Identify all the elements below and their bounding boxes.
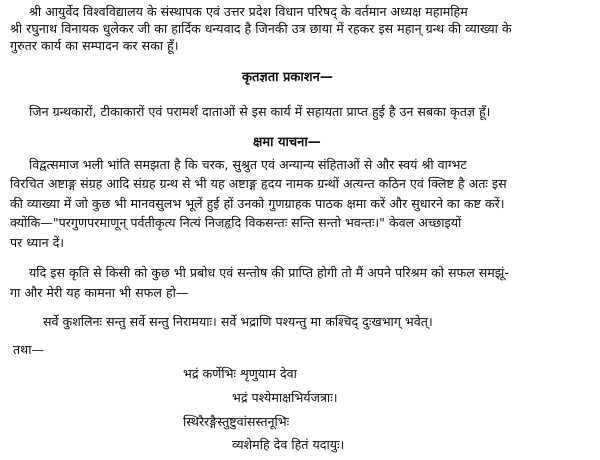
text-line: विरचित अष्टाङ्ग संग्रह आदि संग्रह ग्रन्थ से भी यह अष्टाङ्ग हृदय नामक ग्रन्थों अत्यन्त कठिन एवं क्लिष्ट है अतः इस (10, 176, 507, 191)
text-line: पर ध्यान दें। (10, 235, 65, 250)
text-line: यदि इस कृति से किसी को कुछ भी प्रबोध एवं सन्तोष की प्राप्ति होगी तो मैं अपने परिश्रम को सफल समझूं- (29, 265, 509, 280)
section-heading: कृतज्ञता प्रकाशन— (242, 70, 333, 85)
text-line: श्री आयुर्वेद विश्वविद्यालय के संस्थापक एवं उत्तर प्रदेश विधान परिषद् के वर्तमान अध्यक्ष महामहिम (29, 4, 468, 19)
text-line: श्री रघुनाथ विनायक धुलेकर जी का हार्दिक धन्यवाद है जिनकी उत्र छाया में रहकर इस महान् ग्रन्थ की व्याख्या के (10, 21, 512, 36)
text-line: विद्वत्समाज भली भांति समझता है कि चरक, सुश्रुत एवं अन्यान्य संहिताओं से और स्वयं श्री वाग्भट (29, 157, 467, 172)
verse-line: भद्रं पश्येमाक्षभिर्यजत्राः। (232, 390, 338, 405)
shloka-line: सर्वे कुशलिनः सन्तु सर्वे सन्तु निरामयाः। सर्वे भद्राणि पश्यन्तु मा कश्चिद् दुःखभाग् भवेत्। (43, 314, 433, 329)
text-line: गुरुतर कार्य का सम्पादन कर सका हूँ। (10, 38, 179, 53)
section-heading: क्षमा याचना— (253, 135, 321, 150)
text-line: जिन ग्रन्थकारों, टीकाकारों एवं परामर्श दाताओं से इस कार्य में सहायता प्राप्त हुई है उन सबका कृतज्ञ हूँ। (29, 104, 491, 119)
verse-line: भद्रं कर्णेभिः शृणुयाम देवा (183, 366, 297, 381)
text-line: की व्याख्या में जो कुछ भी मानवसुलभ भूलें हुई हों उनको गुणग्राहक पाठक क्षमा करें और सुधारने का कष्ट करें। (10, 196, 505, 211)
verse-line: स्थिरैरङ्गैस्तुष्टुवांसस्तनूभिः (183, 414, 290, 429)
text-line: गा और मेरी यह कामना भी सफल हो— (10, 285, 189, 300)
tatha-label: तथा— (13, 342, 45, 357)
verse-line: व्यशेमहि देव हितं यदायुः। (232, 437, 345, 452)
text-line: क्योंकि—"परगुणपरमाणून् पर्वतीकृत्य नित्यं निजहृदि विकसन्तः सन्ति सन्तो भवन्तः।" केवल अच्छाइयों (10, 215, 462, 230)
